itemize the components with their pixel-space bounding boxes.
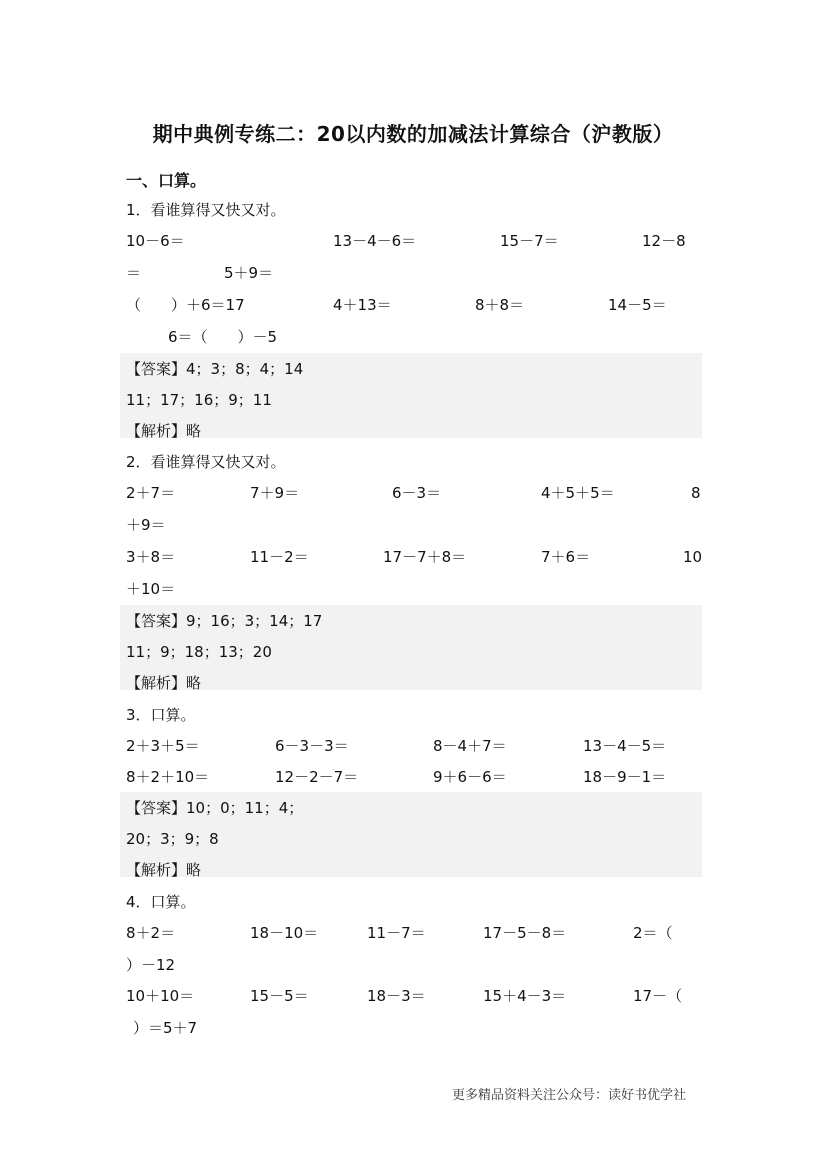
q2-expr: 2＋7＝ — [126, 484, 176, 502]
q4-expr: 18－10＝ — [250, 924, 319, 942]
q1-expr: 15－7＝ — [500, 232, 559, 250]
q4-expr: 11－7＝ — [367, 924, 426, 942]
q1-answer: 【答案】4；3；8；4；14 — [126, 360, 304, 378]
q3-expr: 8＋2＋10＝ — [126, 768, 210, 786]
page-title: 期中典例专练二：20以内数的加减法计算综合（沪教版） — [152, 122, 674, 146]
q4-expr: 8＋2＝ — [126, 924, 176, 942]
q3-expr: 12－2－7＝ — [275, 768, 359, 786]
q4-expr: ）－12 — [126, 956, 176, 974]
footer-note: 更多精品资料关注公众号：读好书优学社 — [452, 1088, 687, 1103]
q1-expr: 8＋8＝ — [475, 296, 525, 314]
q2-expr: 8 — [691, 484, 701, 502]
q2-answer-cont: 11；9；18；13；20 — [126, 643, 272, 661]
q1-analysis: 【解析】略 — [126, 422, 202, 440]
q3-expr: 18－9－1＝ — [583, 768, 667, 786]
q1-answer-cont: 11；17；16；9；11 — [126, 391, 272, 409]
q2-expr: ＋10＝ — [126, 580, 176, 598]
q4-expr: 15＋4－3＝ — [483, 987, 567, 1005]
q4-heading: 4．口算。 — [126, 893, 196, 911]
q3-analysis: 【解析】略 — [126, 861, 202, 879]
q2-expr: 17－7＋8＝ — [383, 548, 467, 566]
q1-expr: 12－8 — [642, 232, 686, 250]
q1-heading: 1．看谁算得又快又对。 — [126, 201, 286, 219]
q4-expr: 2＝（ — [633, 924, 673, 942]
q2-expr: 7＋6＝ — [541, 548, 591, 566]
q4-expr: 17－（ — [633, 987, 683, 1005]
q1-expr: 14－5＝ — [608, 296, 667, 314]
q1-expr: 10－6＝ — [126, 232, 185, 250]
q2-expr: 4＋5＋5＝ — [541, 484, 615, 502]
q2-expr: ＋9＝ — [126, 516, 166, 534]
q3-expr: 13－4－5＝ — [583, 737, 667, 755]
q4-expr: 15－5＝ — [250, 987, 309, 1005]
q3-expr: 9＋6－6＝ — [433, 768, 507, 786]
q1-expr: 5＋9＝ — [224, 264, 274, 282]
q4-expr: ）＝5＋7 — [133, 1019, 198, 1037]
q3-answer: 【答案】10；0；11；4； — [126, 799, 304, 817]
q2-expr: 11－2＝ — [250, 548, 309, 566]
q3-heading: 3．口算。 — [126, 706, 196, 724]
q2-analysis: 【解析】略 — [126, 674, 202, 692]
q1-expr: ＝ — [126, 264, 142, 282]
q2-expr: 6－3＝ — [392, 484, 442, 502]
q1-expr: 6＝（ ）－5 — [168, 328, 278, 346]
q2-expr: 3＋8＝ — [126, 548, 176, 566]
section-heading: 一、口算。 — [126, 171, 207, 190]
q2-heading: 2．看谁算得又快又对。 — [126, 453, 286, 471]
q2-expr: 7＋9＝ — [250, 484, 300, 502]
q4-expr: 10＋10＝ — [126, 987, 195, 1005]
q1-expr: 4＋13＝ — [333, 296, 392, 314]
q4-expr: 17－5－8＝ — [483, 924, 567, 942]
q3-answer-cont: 20；3；9；8 — [126, 830, 219, 848]
q2-expr: 10 — [683, 548, 703, 566]
q2-answer: 【答案】9；16；3；14；17 — [126, 612, 323, 630]
q4-expr: 18－3＝ — [367, 987, 426, 1005]
q1-expr: 13－4－6＝ — [333, 232, 417, 250]
q3-expr: 6－3－3＝ — [275, 737, 349, 755]
q3-expr: 2＋3＋5＝ — [126, 737, 200, 755]
q1-expr: （ ）＋6＝17 — [126, 296, 245, 314]
q3-expr: 8－4＋7＝ — [433, 737, 507, 755]
